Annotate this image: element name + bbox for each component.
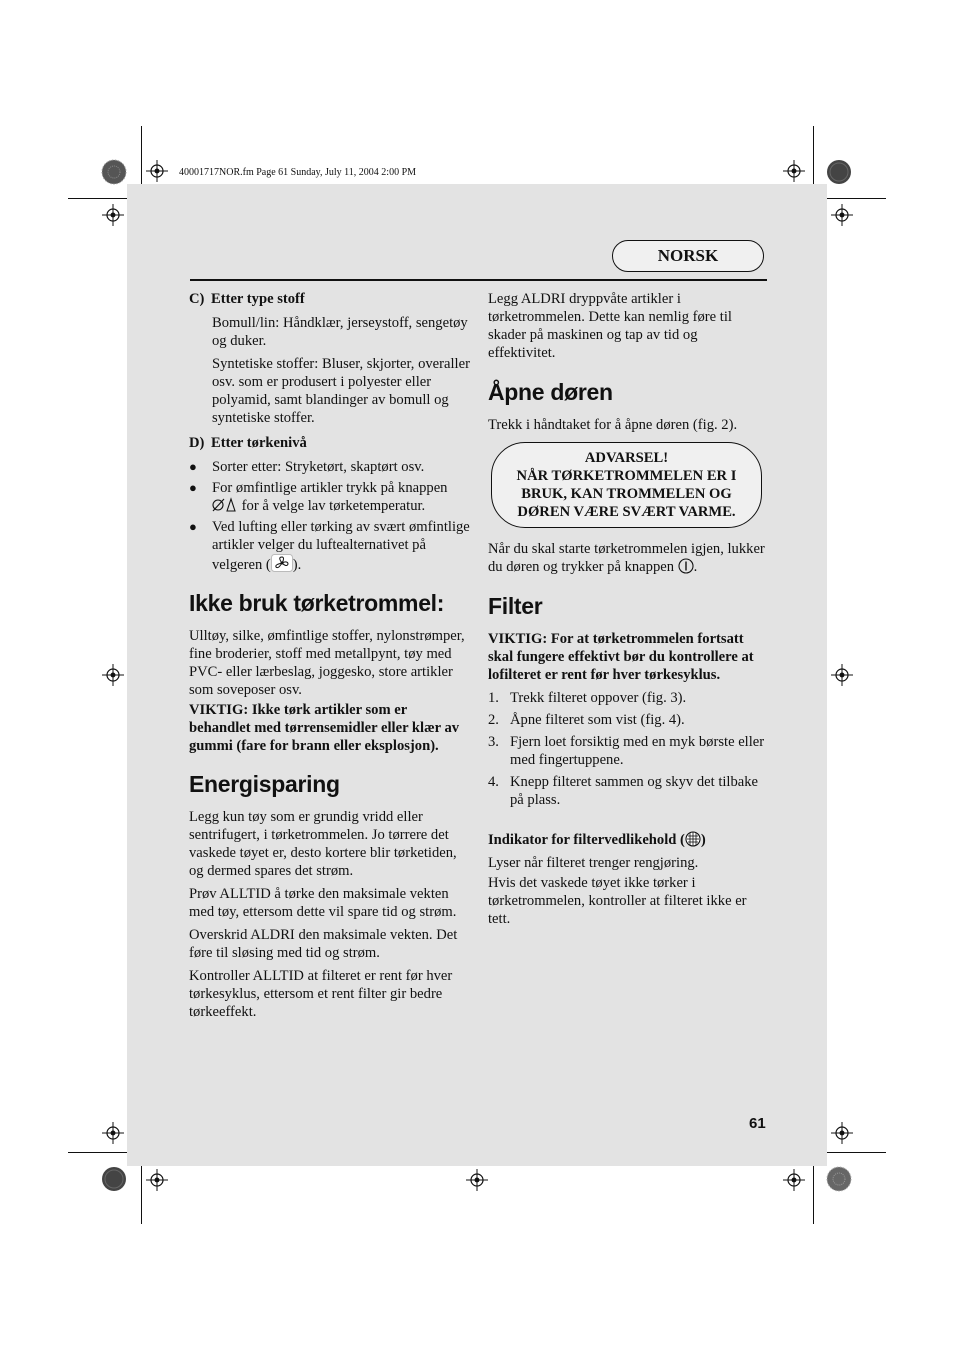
paragraph: Prøv ALLTID å tørke den maksimale vekten med tøy, ettersom dette vil spare tid og strøm. [189,886,457,920]
paragraph: Når du skal starte tørketrommelen igjen, lukker du døren og trykker på knappen . [488,541,765,575]
paragraph: Legg ALDRI dryppvåte artikler i tørketrommelen. Dette kan nemlig føre til skader på maskinen og tap av tid og effektivitet. [488,291,732,361]
crop-mark [827,198,886,199]
steps-list [488,689,768,809]
apne-doren-heading: Åpne døren [488,379,613,405]
ikke-bruk-heading: Ikke bruk tørketrommel: [189,590,445,616]
energisparing-heading: Energisparing [189,771,340,797]
paragraph: Trekk i håndtaket for å åpne døren (fig. 2). [488,417,738,433]
registration-crosshair-icon [102,664,124,686]
registration-crosshair-icon [146,160,168,182]
paragraph: Syntetiske stoffer: Bluser, skjorter, overaller osv. som er produsert i polyester eller polyamid, samt blandinger av bomull og syntetiske stoffer. [212,356,470,426]
crop-mark [68,198,127,199]
indicator-heading: Indikator for filtervedlikehold ( ) [488,832,706,848]
right-column [488,290,768,933]
registration-crosshair-icon [783,160,805,182]
warning-title: ADVARSEL! [584,450,669,466]
start-button-icon [678,558,694,574]
bullet-dot-icon: ● [189,480,197,495]
page-number: 61 [749,1115,766,1132]
registration-crosshair-icon [783,1169,805,1191]
bullet-dot-icon: ● [189,459,197,474]
important-note: VIKTIG: Ikke tørk artikler som er behandlet med tørrensemidler eller klær av gummi (fare for brann eller eksplosjon). [189,702,460,754]
list-item: ● Sorter etter: Stryketørt, skaptørt osv. [189,459,425,475]
paragraph: Ulltøy, silke, ømfintlige stoffer, nylonstrømper, fine broderier, stoff med metallpynt, tøy med PVC- eller lærbeslag, joggesko, store artikler som soveposer osv. [189,628,465,698]
registration-crosshair-icon [831,204,853,226]
bullet-dot-icon: ● [189,519,197,534]
low-temperature-icon [212,497,238,513]
paragraph: Legg kun tøy som er grundig vridd eller sentrifugert, i tørketrommelen. Jo tørrere det vaskede tøyet er, desto kortere blir tørketiden, og dermed spares det strøm. [189,809,457,879]
section-c-heading: C) Etter type stoff [189,291,305,307]
color-rosette-icon [826,1166,852,1192]
warning-text: NÅR TØRKETROMMELEN ER I BRUK, KAN TROMMELEN OG DØREN VÆRE SVÆRT VARME. [516,468,737,520]
list-item: ● Ved lufting eller tørking av svært ømfintlige artikler velger du luftealternativet på velgeren ( ). [189,519,470,573]
list-item: 4. Knepp filteret sammen og skyv det tilbake på plass. [488,774,759,808]
left-column [189,290,471,1026]
section-d-heading: D) Etter tørkenivå [189,435,307,451]
color-rosette-icon [101,159,127,185]
filter-heading: Filter [488,593,543,619]
color-rosette-icon [101,1166,127,1192]
registration-crosshair-icon [146,1169,168,1191]
list-item: 1. Trekk filteret oppover (fig. 3). [488,690,687,706]
air-fan-icon [271,554,293,572]
crop-mark [813,1166,814,1224]
crop-mark [813,126,814,184]
important-note: VIKTIG: For at tørketrommelen fortsatt skal fungere effektivt bør du kontrollere at lofilteret er rent før hver tørkesyklus. [488,631,754,683]
filter-indicator-icon [685,831,701,847]
registration-crosshair-icon [831,664,853,686]
crop-mark [141,126,142,184]
crop-mark [68,1152,127,1153]
paragraph: Kontroller ALLTID at filteret er rent før hver tørkesyklus, ettersom et rent filter gir bedre tørkeeffekt. [189,968,453,1020]
paragraph: Bomull/lin: Håndklær, jerseystoff, sengetøy og duker. [212,315,468,349]
registration-crosshair-icon [831,1122,853,1144]
registration-crosshair-icon [466,1169,488,1191]
warning-box [491,442,762,528]
file-header: 40001717NOR.fm Page 61 Sunday, July 11, 2004 2:00 PM [179,167,417,178]
paragraph: Overskrid ALDRI den maksimale vekten. Det føre til sløsing med tid og strøm. [189,927,458,961]
header-rule [190,279,767,281]
list-item: 3. Fjern loet forsiktig med en myk børste eller med fingertuppene. [488,734,765,768]
crop-mark [141,1166,142,1224]
list-item: 2. Åpne filteret som vist (fig. 4). [488,712,685,728]
list-item: ● For ømfintlige artikler trykk på knappen for å velge lav tørketemperatur. [189,480,448,514]
color-rosette-icon [826,159,852,185]
language-badge: NORSK [612,240,764,272]
paragraph: Hvis det vaskede tøyet ikke tørker i tørketrommelen, kontroller at filteret ikke er tett. [488,875,747,927]
registration-crosshair-icon [102,204,124,226]
bullet-list [189,458,471,574]
crop-mark [827,1152,886,1153]
registration-crosshair-icon [102,1122,124,1144]
paragraph: Lyser når filteret trenger rengjøring. [488,855,699,871]
